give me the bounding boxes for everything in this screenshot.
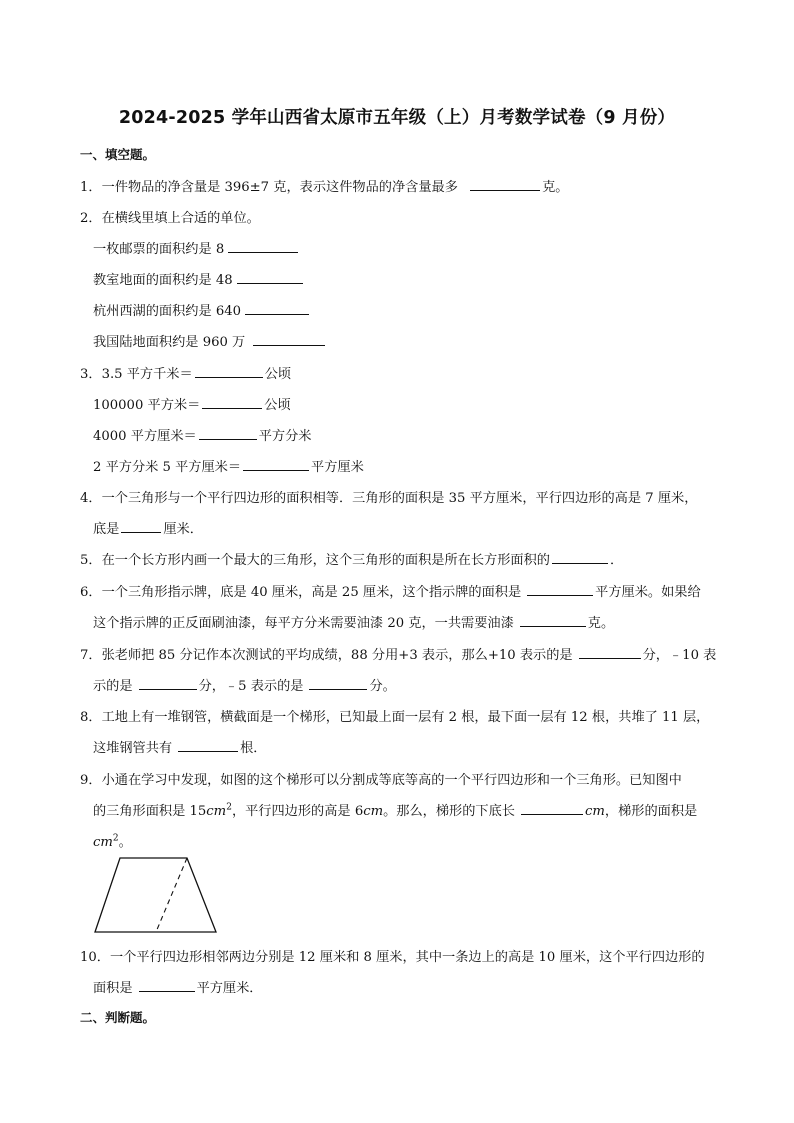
question-4-text: 底是 [93, 522, 120, 537]
answer-blank[interactable] [237, 270, 303, 284]
answer-blank[interactable] [245, 301, 309, 315]
question-2-item [93, 269, 305, 288]
question-4-cont [93, 518, 203, 537]
question-6-text: 这个指示牌的正反面刷油漆，每平方分米需要油漆 20 克，一共需要油漆 [93, 616, 514, 631]
trapezoid-outline [95, 858, 216, 932]
question-10: 10．一个平行四边形相邻两边分别是 12 厘米和 8 厘米，其中一条边上的高是 10 厘米，这个平行四边形的 [80, 950, 705, 965]
question-7 [80, 644, 716, 663]
question-9-text: ，梯形的面积是 [604, 804, 698, 819]
question-3-text: 2 平方分米 5 平方厘米＝ [93, 460, 242, 475]
page-title: 2024-2025 学年山西省太原市五年级（上）月考数学试卷（9 月份） [118, 108, 676, 128]
unit-cm: cm [206, 804, 227, 819]
question-7-text: 分，﹣5 表示的是 [198, 679, 304, 694]
question-2-item-text: 一枚邮票的面积约是 8 [93, 242, 225, 257]
unit-square-sup: 2 [112, 833, 119, 844]
section-judgement-heading: 二、判断题。 [80, 1010, 156, 1025]
unit-cm: cm [363, 804, 384, 819]
question-9-tail: 。 [118, 835, 132, 850]
question-2-item [93, 331, 327, 350]
question-8: 8．工地上有一堆钢管，横截面是一个梯形，已知最上面一层有 2 根，最下面一层有 12 根，共堆了 11 层， [80, 710, 710, 725]
question-3-text: 100000 平方米＝ [93, 398, 201, 413]
question-8-text: 这堆钢管共有 [93, 741, 173, 756]
question-8-unit: 根． [240, 741, 267, 756]
question-1-tail: 克。 [542, 180, 569, 195]
question-3-line [93, 425, 311, 444]
answer-blank[interactable] [527, 582, 593, 596]
question-7-text: 7．张老师把 85 分记作本次测试的平均成绩，88 分用+3 表示，那么+10 表示的是 [80, 648, 573, 663]
unit-square-sup: 2 [226, 802, 232, 813]
dashed-divider-line [156, 858, 187, 932]
answer-blank[interactable] [521, 801, 583, 815]
answer-blank[interactable] [139, 676, 197, 690]
question-2-item-text: 杭州西湖的面积约是 640 [93, 304, 242, 319]
answer-blank[interactable] [195, 364, 263, 378]
question-4-unit: 厘米． [163, 522, 203, 537]
answer-blank[interactable] [552, 550, 608, 564]
question-7-text-cont: 分，﹣10 表 [642, 648, 717, 663]
question-1-text: 1．一件物品的净含量是 396±7 克，表示这件物品的净含量最多 [80, 180, 458, 195]
answer-blank[interactable] [243, 457, 309, 471]
question-3-text: 3．3.5 平方千米＝ [80, 367, 193, 382]
question-6-text-cont: 平方厘米。如果给 [595, 585, 701, 600]
question-3-line [93, 394, 291, 413]
trapezoid-figure [90, 855, 222, 937]
answer-blank[interactable] [253, 332, 325, 346]
question-3-line [80, 363, 291, 382]
question-8-cont [93, 737, 267, 756]
question-3-unit: 公顷 [264, 398, 291, 413]
answer-blank[interactable] [228, 239, 298, 253]
question-9-text: 的三角形面积是 15 [93, 804, 207, 819]
answer-blank[interactable] [520, 613, 586, 627]
answer-blank[interactable] [579, 645, 641, 659]
unit-cm: cm [585, 804, 605, 819]
question-6 [80, 581, 701, 600]
question-10-unit: 平方厘米． [196, 981, 263, 996]
question-5-text: 5．在一个长方形内画一个最大的三角形，这个三角形的面积是所在长方形面积的 [80, 553, 550, 568]
answer-blank[interactable] [199, 426, 257, 440]
answer-blank[interactable] [139, 978, 195, 992]
answer-blank[interactable] [121, 519, 161, 533]
question-3-unit: 平方厘米 [311, 460, 364, 475]
section-fill-in-heading: 一、填空题。 [80, 147, 156, 162]
question-1 [80, 176, 568, 195]
question-10-text: 面积是 [93, 981, 133, 996]
question-5-tail: ． [609, 553, 624, 568]
answer-blank[interactable] [178, 738, 238, 752]
question-5 [80, 549, 623, 568]
question-6-unit: 克。 [587, 616, 615, 631]
question-9-text: ，平行四边形的高是 6 [231, 804, 364, 819]
question-2-item-text: 教室地面的面积约是 48 [93, 273, 233, 288]
question-9-text: 。那么，梯形的下底长 [383, 804, 515, 819]
question-9-cont [93, 800, 697, 819]
question-7-unit: 分。 [369, 679, 396, 694]
question-10-cont [93, 977, 263, 996]
question-6-text: 6．一个三角形指示牌，底是 40 厘米，高是 25 厘米，这个指示牌的面积是 [80, 585, 522, 600]
question-4: 4．一个三角形与一个平行四边形的面积相等．三角形的面积是 35 平方厘米，平行四边形的高是 7 厘米， [80, 491, 698, 506]
question-3-text: 4000 平方厘米＝ [93, 429, 197, 444]
question-7-text: 示的是 [93, 679, 133, 694]
unit-cm: cm [93, 835, 113, 850]
question-2-item [93, 300, 311, 319]
question-3-unit: 公顷 [264, 367, 292, 382]
question-7-cont [93, 675, 396, 694]
question-2-item [93, 238, 300, 257]
question-3-unit: 平方分米 [258, 429, 312, 444]
question-9: 9．小通在学习中发现，如图的这个梯形可以分割成等底等高的一个平行四边形和一个三角形。已知图中 [80, 773, 682, 788]
question-2-item-text: 我国陆地面积约是 960 万 [93, 335, 246, 350]
question-6-cont [93, 612, 614, 631]
answer-blank[interactable] [470, 177, 540, 191]
answer-blank[interactable] [309, 676, 367, 690]
question-3-line [93, 456, 364, 475]
answer-blank[interactable] [202, 395, 262, 409]
question-9-line3 [93, 831, 132, 850]
question-2: 2．在横线里填上合适的单位。 [80, 211, 260, 226]
